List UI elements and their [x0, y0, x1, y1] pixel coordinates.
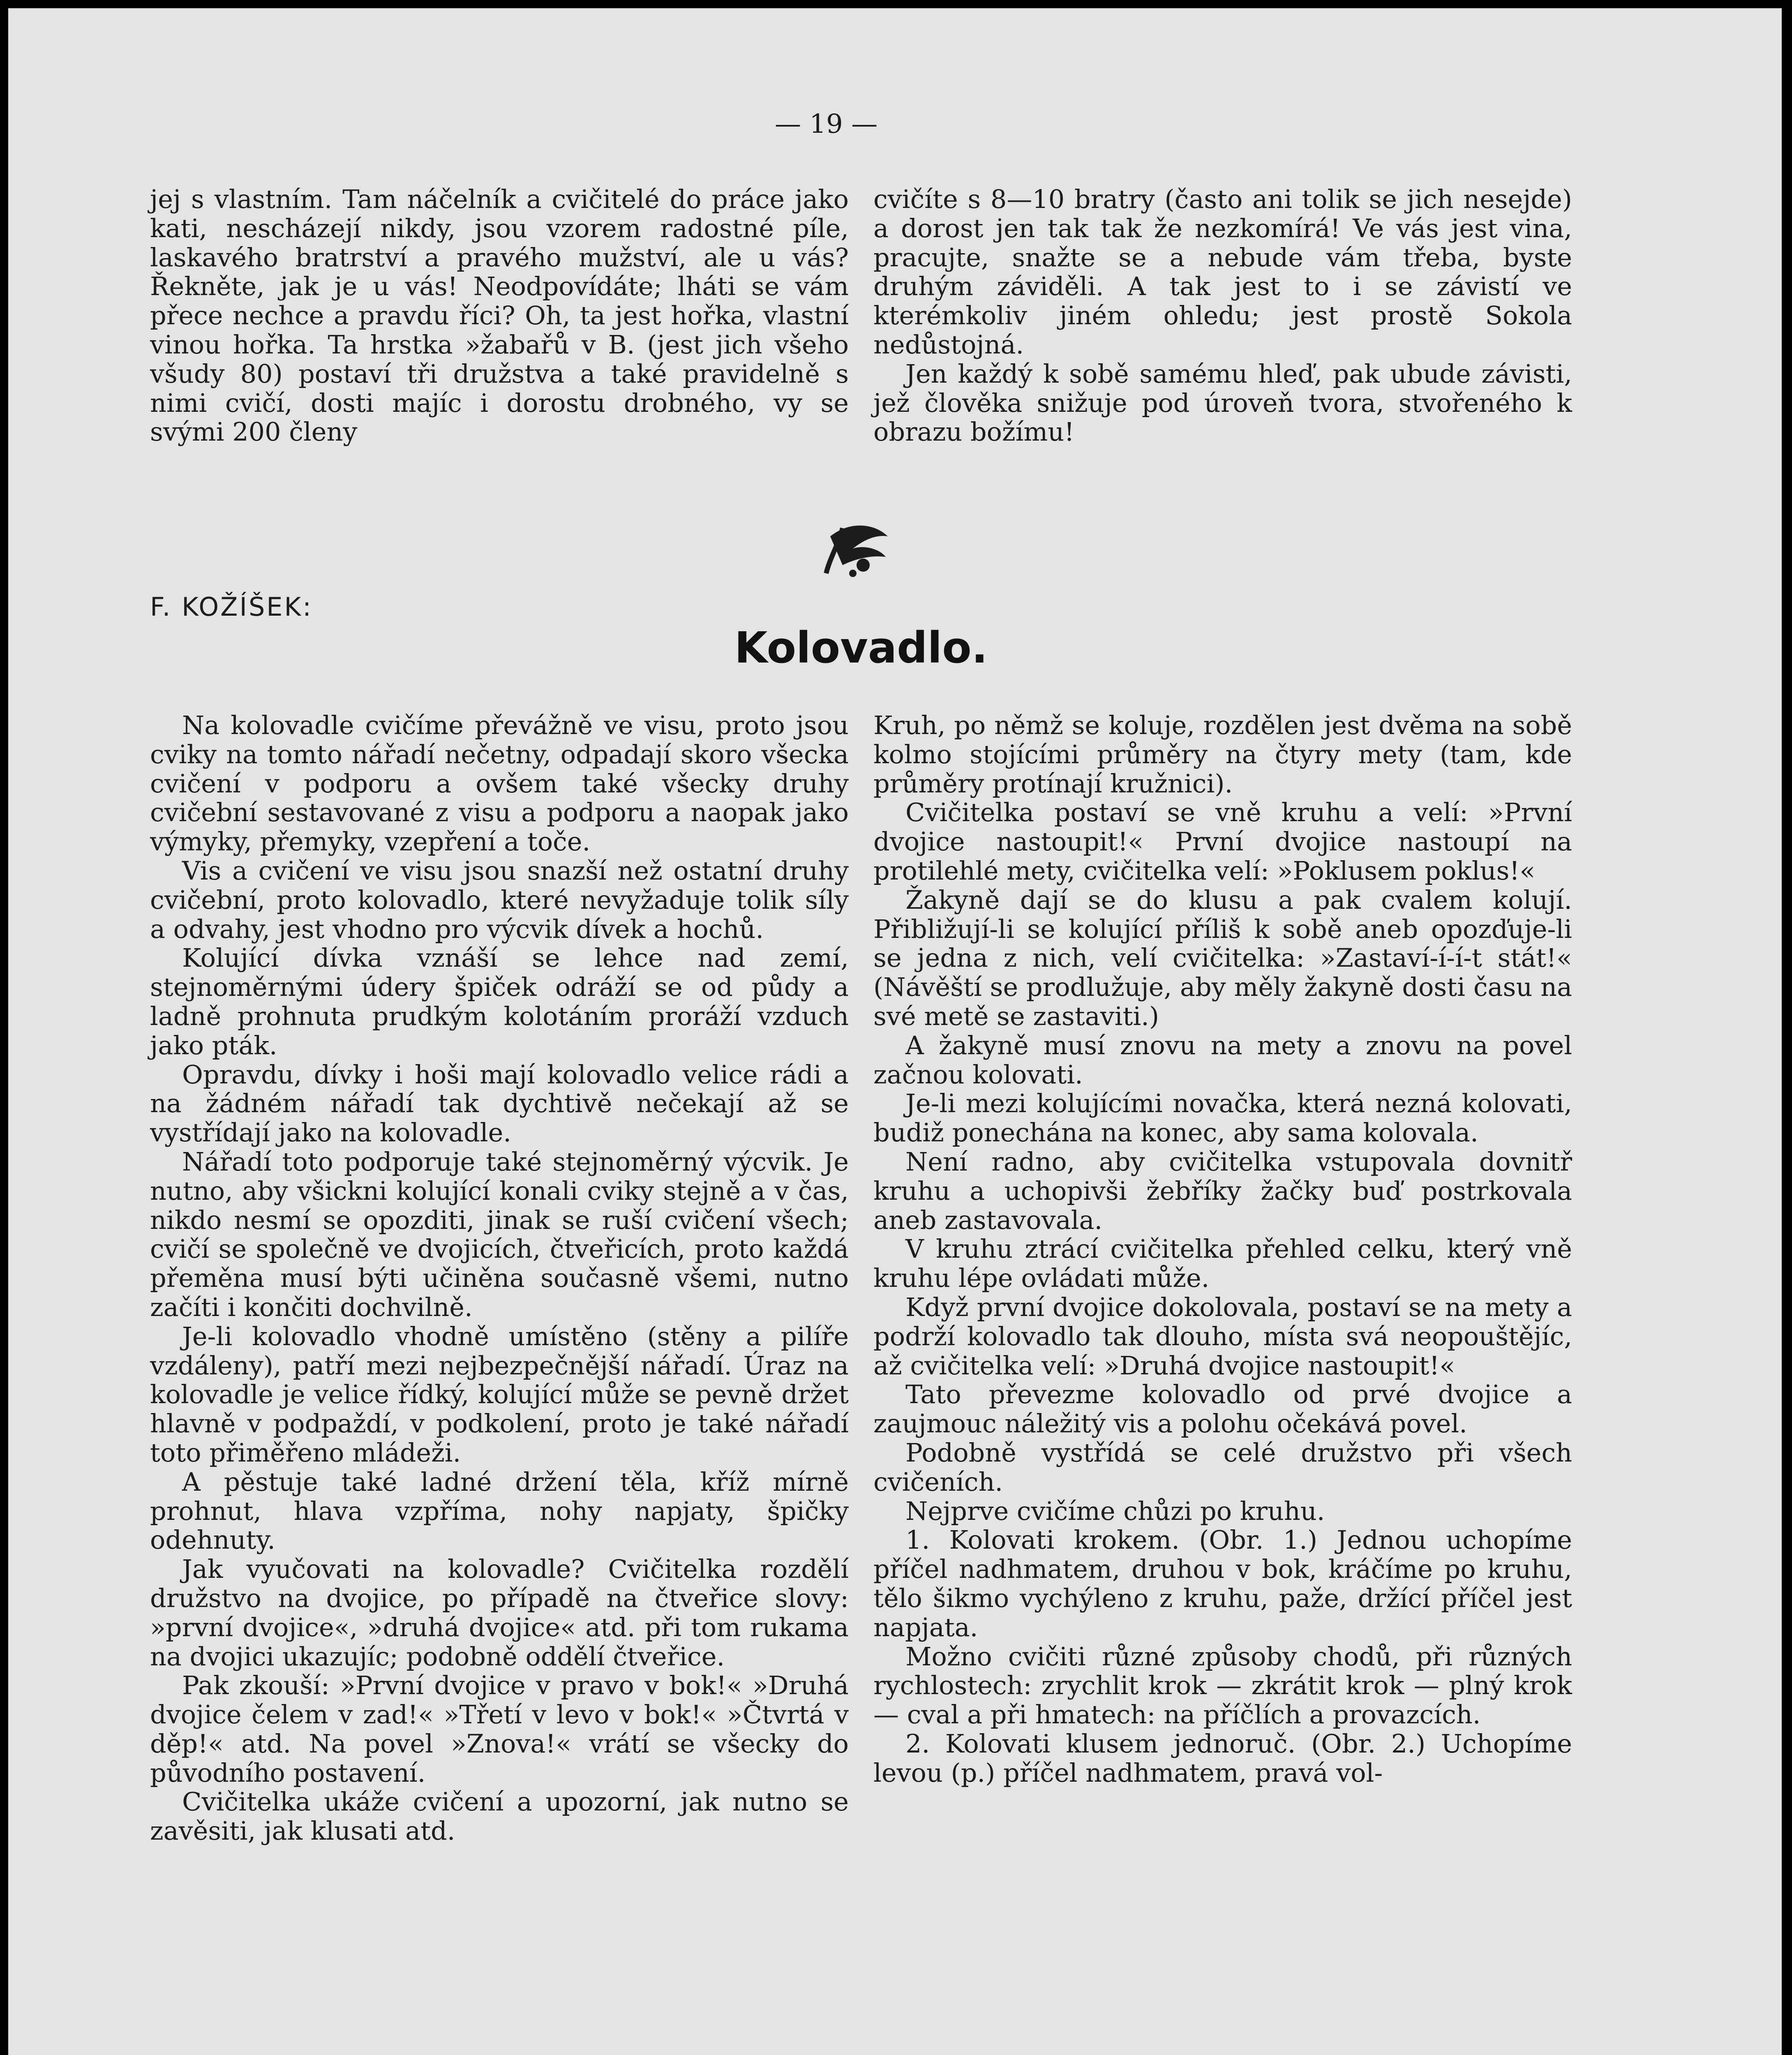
continued-text-right-column — [873, 185, 1572, 447]
paragraph: 1. Kolovati krokem. (Obr. 1.) Jednou uchopíme příčel nadhmatem, druhou v bok, kráčíme po kruhu, tělo šikmo vychýleno z kruhu, paže, držící příčel jest napjata. — [873, 1525, 1572, 1642]
paragraph: 2. Kolovati klusem jednoruč. (Obr. 2.) Uchopíme levou (p.) příčel nadhmatem, pravá vol- — [873, 1728, 1572, 1788]
paragraph: Kolující dívka vznáší se lehce nad zemí, stejnoměrnými údery špiček odráží se od půdy a ladně prohnuta prudkým kolotáním proráží vzduch jako pták. — [150, 943, 849, 1060]
paragraph: Vis a cvičení ve visu jsou snazší než ostatní druhy cvičební, proto kolovadlo, které nevyžaduje tolik síly a odvahy, jest vhodno pro výcvik dívek a hochů. — [150, 855, 849, 944]
paragraph: Je-li kolovadlo vhodně umístěno (stěny a pilíře vzdáleny), patří mezi nejbezpečnější nářadí. Úraz na kolovadle je velice řídký, kolující může se pevně držet hlavně v podpaždí, v podkolení, proto je také nářadí toto přiměřeno mládeži. — [150, 1321, 849, 1468]
paragraph: A pěstuje také ladné držení těla, kříž mírně prohnut, hlava vzpříma, nohy napjaty, špičky odehnuty. — [150, 1466, 849, 1555]
paragraph: Na kolovadle cvičíme převážně ve visu, proto jsou cviky na tomto nářadí nečetny, odpadají skoro všecka cvičení v podporu a ovšem také všecky druhy cvičební sestavované z visu a podporu a naopak jako výmyky, přemyky, vzepření a toče. — [150, 710, 849, 857]
paragraph: Není radno, aby cvičitelka vstupovala dovnitř kruhu a uchopivši žebříky žačky buď postrkovala aneb zastavovala. — [873, 1146, 1572, 1235]
continued-text-left-column — [150, 185, 849, 447]
author-name: F. KOŽÍŠEK: — [150, 592, 313, 622]
article-title: Kolovadlo. — [734, 623, 988, 673]
document-page — [8, 8, 1782, 2055]
paragraph: Opravdu, dívky i hoši mají kolovadlo velice rádi a na žádném nářadí tak dychtivě nečekají až se vystřídají jako na kolovadle. — [150, 1059, 849, 1148]
paragraph: Možno cvičiti různé způsoby chodů, při různých rychlostech: zrychlit krok — zkrátit krok — plný krok — cval a při hmatech: na příčlích a provazcích. — [873, 1641, 1572, 1730]
paragraph: Nářadí toto podporuje také stejnoměrný výcvik. Je nutno, aby všickni kolující konali cviky stejně a v čas, nikdo nesmí se opozditi, jinak se ruší cvičení všech; cvičí se společně ve dvojicích, čtveřicích, proto každá přeměna musí býti učiněna současně všemi, nutno začíti i končiti dochvilně. — [150, 1146, 849, 1322]
paragraph: Pak zkouší: »První dvojice v pravo v bok!« »Druhá dvojice čelem v zad!« »Třetí v levo v bok!« »Čtvrtá v děp!« atd. Na povel »Znova!« vrátí se všecky do původního postavení. — [150, 1670, 849, 1788]
paragraph: Kruh, po němž se koluje, rozdělen jest dvěma na sobě kolmo stojícími průměry na čtyry mety (tam, kde průměry protínají kružnici). — [873, 710, 1572, 799]
paragraph: Žakyně dají se do klusu a pak cvalem kolují. Přibližují-li se kolující příliš k sobě aneb opozďuje-li se jedna z nich, velí cvičitelka: »Zastaví-í-í-t stát!« (Návěští se prodlužuje, aby měly žakyně dosti času na své metě se zastaviti.) — [873, 884, 1572, 1031]
paragraph: jej s vlastním. Tam náčelník a cvičitelé do práce jako kati, nescházejí nikdy, jsou vzorem radostné píle, laskavého bratrství a pravého mužství, ale u vás? Řekněte, jak je u vás! Neodpovídáte; lháti se vám přece nechce a pravdu říci? Oh, ta jest hořka, vlastní vinou hořka. Ta hrstka »žabařů v B. (jest jich všeho všudy 80) postaví tři družstva a také pravidelně s nimi cvičí, dosti majíc i dorostu drobného, vy se svými 200 členy — [150, 184, 849, 447]
page-number: — 19 — — [774, 109, 878, 139]
paragraph: Nejprve cvičíme chůzi po kruhu. — [905, 1496, 1325, 1526]
paragraph: Jak vyučovati na kolovadle? Cvičitelka rozdělí družstvo na dvojice, po případě na čtveřice slovy: »první dvojice«, »druhá dvojice« atd. při tom rukama na dvojici ukazujíc; podobně oddělí čtveřice. — [150, 1554, 849, 1672]
paragraph: Podobně vystřídá se celé družstvo při všech cvičeních. — [873, 1437, 1572, 1497]
paragraph: V kruhu ztrácí cvičitelka přehled celku, který vně kruhu lépe ovládati může. — [873, 1234, 1572, 1293]
paragraph: Cvičitelka postaví se vně kruhu a velí: »První dvojice nastoupit!« První dvojice nastoupí na protilehlé mety, cvičitelka velí: »Poklusem poklus!« — [873, 797, 1572, 886]
paragraph: Je-li mezi kolujícími novačka, která nezná kolovati, budiž ponechána na konec, aby sama kolovala. — [873, 1088, 1572, 1148]
paragraph: Tato převezme kolovadlo od prvé dvojice a zaujmouc náležitý vis a polohu očekává povel. — [873, 1379, 1572, 1439]
paragraph: Když první dvojice dokolovala, postaví se na mety a podrží kolovadlo tak dlouho, místa svá neopouštějíc, až cvičitelka velí: »Druhá dvojice nastoupit!« — [873, 1292, 1572, 1381]
paragraph: Cvičitelka ukáže cvičení a upozorní, jak nutno se zavěsiti, jak klusati atd. — [150, 1787, 849, 1846]
article-right-column — [873, 711, 1572, 1787]
paragraph: Jen každý k sobě samému hleď, pak ubude závisti, jež člověka snižuje pod úroveň tvora, stvořeného k obrazu božímu! — [873, 358, 1572, 447]
paragraph: A žakyně musí znovu na mety a znovu na povel začnou kolovati. — [873, 1030, 1572, 1090]
article-left-column — [150, 711, 849, 1846]
floral-ornament-icon — [814, 512, 896, 582]
paragraph: cvičíte s 8—10 bratry (často ani tolik se jich nesejde) a dorost jen tak tak že nezkomírá! Ve vás jest vina, pracujte, snažte se a nebude vám třeba, byste druhým záviděli. A tak jest to i se závistí ve kterémkoliv jiném ohledu; jest prostě Sokola nedůstojná. — [873, 184, 1572, 360]
